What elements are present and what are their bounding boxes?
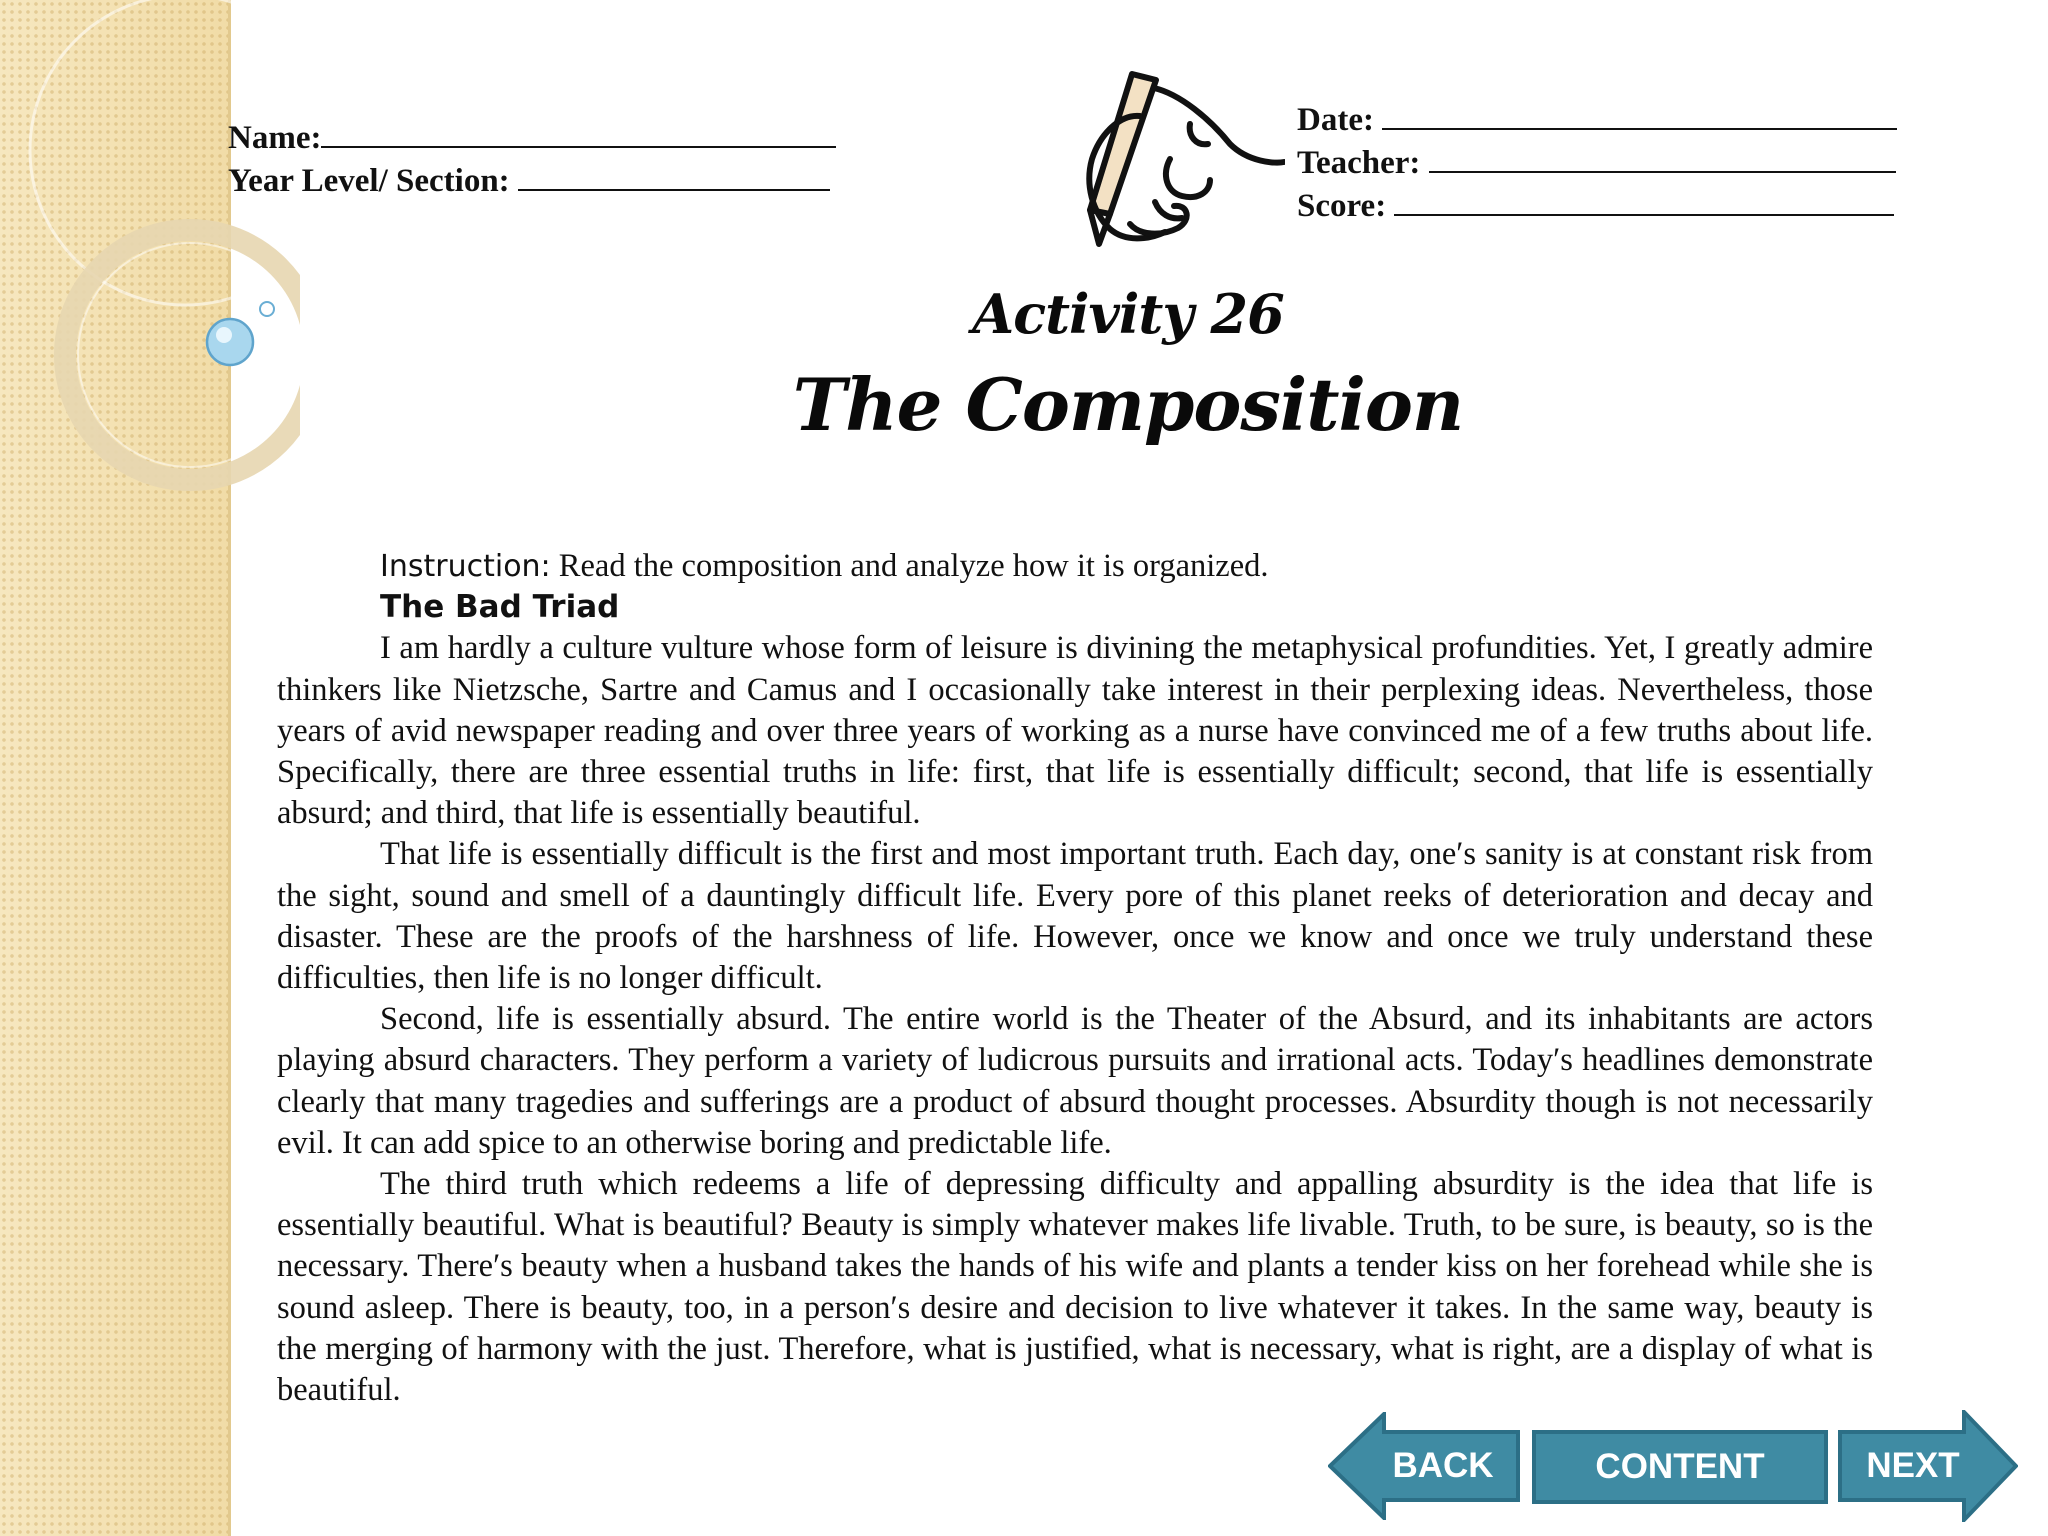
- next-button[interactable]: [1838, 1410, 2018, 1522]
- date-label: Date:: [1297, 102, 1374, 138]
- next-label: NEXT: [1866, 1446, 1960, 1485]
- decorative-sidebar: [0, 0, 231, 1536]
- activity-title: The Composition: [792, 362, 1464, 447]
- activity-number-title: Activity 26: [972, 282, 1284, 346]
- instruction-text: Read the composition and analyze how it is organized.: [558, 548, 1269, 584]
- year-level-label: Year Level/ Section:: [228, 163, 510, 199]
- instruction-label: Instruction:: [380, 549, 551, 584]
- composition-title: The Bad Triad: [380, 589, 620, 626]
- writing-hand-icon: [1070, 64, 1285, 254]
- date-field[interactable]: [1382, 98, 1897, 130]
- teacher-field[interactable]: [1429, 141, 1896, 173]
- composition-paragraph: I am hardly a culture vulture whose form of leisure is divining the metaphysical profundities. Yet, I greatly admire thinkers like Nietzsche, Sartre and Camus and I occasionally take interest in their perplexing ideas. Nevertheless, those years of avid newspaper reading and over three years of working as a nurse have convinced me of a few truths about life. Specifically, there are three essential truths in life: first, that life is essentially difficult; second, that life is essentially absurd; and third, that life is essentially beautiful.: [277, 630, 1873, 832]
- student-info-fields: [228, 116, 836, 202]
- score-field[interactable]: [1394, 184, 1894, 216]
- year-level-field[interactable]: [518, 159, 830, 191]
- composition-paragraph: The third truth which redeems a life of depressing difficulty and appalling absurdity is the idea that life is essentially beautiful. What is beautiful? Beauty is simply whatever makes life livable. Truth, to be sure, is beauty, so is the necessary. There′s beauty when a husband takes the hands of his wife and plants a tender kiss on her forehead while she is sound asleep. There is beauty, too, in a person′s desire and decision to live whatever it takes. In the same way, beauty is the merging of harmony with the just. Therefore, what is justified, what is necessary, what is right, are a display of what is beautiful.: [277, 1166, 1873, 1409]
- composition-paragraph: Second, life is essentially absurd. The entire world is the Theater of the Absurd, and its inhabitants are actors playing absurd characters. They perform a variety of ludicrous pursuits and irrational acts. Today′s headlines demonstrate clearly that many tragedies and sufferings are a product of absurd thought processes. Absurdity though is not necessarily evil. It can add spice to an otherwise boring and predictable life.: [277, 1001, 1873, 1161]
- name-label: Name:: [228, 120, 322, 156]
- teacher-label: Teacher:: [1297, 145, 1421, 181]
- back-label: BACK: [1392, 1446, 1494, 1485]
- content-button[interactable]: [1532, 1430, 1828, 1504]
- content-label: CONTENT: [1595, 1447, 1765, 1486]
- score-label: Score:: [1297, 188, 1387, 224]
- teacher-info-fields: [1297, 98, 1897, 227]
- composition-content: [277, 546, 1873, 1411]
- name-field[interactable]: [321, 116, 836, 148]
- back-button[interactable]: [1328, 1412, 1520, 1520]
- composition-paragraph: That life is essentially difficult is the first and most important truth. Each day, one′s sanity is at constant risk from the sight, sound and smell of a dauntingly difficult life. Every pore of this planet reeks of deterioration and decay and disaster. These are the proofs of the harshness of life. However, once we know and once we truly understand these difficulties, then life is no longer difficult.: [277, 836, 1873, 997]
- instruction-line: [380, 546, 1873, 587]
